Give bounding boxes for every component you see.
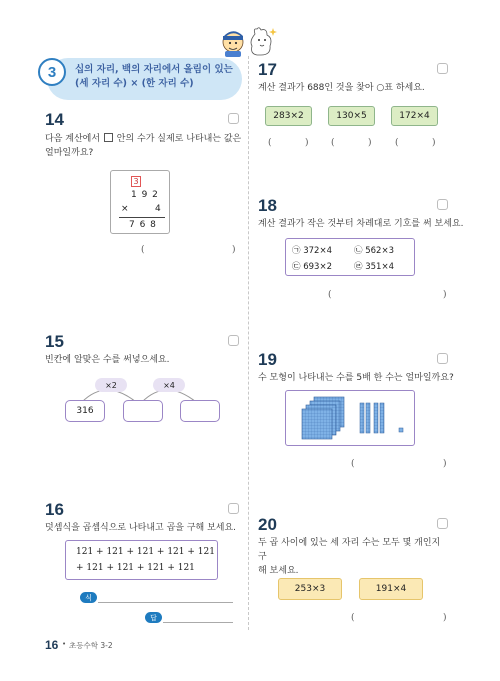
q14-answer-close[interactable]: ) bbox=[232, 245, 236, 255]
q17-checkbox[interactable] bbox=[437, 63, 448, 74]
q17-paren-open-3: ( bbox=[395, 138, 399, 148]
section-number: 3 bbox=[38, 58, 66, 86]
q15-blank-1[interactable] bbox=[123, 400, 163, 422]
section-title-line1: 십의 자리, 백의 자리에서 올림이 있는 bbox=[75, 64, 233, 75]
q14-text-part3: 얼마일까요? bbox=[45, 148, 94, 158]
empty-box-symbol bbox=[104, 133, 113, 142]
q18-item-c-symbol: ㉢ bbox=[292, 262, 301, 272]
q16-line1: 121 + 121 + 121 + 121 + 121 bbox=[76, 547, 215, 557]
book-title: 초등수학 3-2 bbox=[69, 641, 113, 650]
q15-question: 빈칸에 알맞은 수를 써넣으세요. bbox=[45, 355, 170, 365]
q18-item-b bbox=[354, 244, 394, 256]
q18-question: 계산 결과가 작은 것부터 차례대로 기호를 써 보세요. bbox=[258, 219, 464, 229]
q17-paren-close-2[interactable]: ) bbox=[368, 138, 372, 148]
mascot-illustration bbox=[215, 24, 279, 58]
q17-paren-open-2: ( bbox=[331, 138, 335, 148]
q18-item-b-symbol: ㉡ bbox=[354, 246, 363, 256]
q16-answer-line[interactable] bbox=[163, 622, 233, 623]
q15-number: 15 bbox=[45, 332, 64, 351]
q16-expression-line[interactable] bbox=[98, 602, 233, 603]
q17-choice-3[interactable]: 172×4 bbox=[391, 106, 438, 126]
q18-item-d-symbol: ㉣ bbox=[354, 262, 363, 272]
q16-question: 덧셈식을 곱셈식으로 나타내고 곱을 구해 보세요. bbox=[45, 523, 237, 533]
q17-paren-close-1[interactable]: ) bbox=[305, 138, 309, 148]
q20-text-line1: 두 곱 사이에 있는 세 자리 수는 모두 몇 개인지 구 bbox=[258, 538, 441, 562]
q18-number: 18 bbox=[258, 196, 277, 215]
q14-question bbox=[45, 132, 245, 160]
section-title bbox=[75, 63, 240, 91]
q18-item-a-symbol: ㉠ bbox=[292, 246, 301, 256]
q18-items-box bbox=[285, 238, 415, 276]
q20-answer-close[interactable]: ) bbox=[443, 613, 447, 623]
q16-addition-box bbox=[65, 540, 218, 580]
q14-text-part2: 안의 수가 실제로 나타내는 값은 bbox=[116, 134, 242, 144]
q16-number: 16 bbox=[45, 500, 64, 519]
q17-number: 17 bbox=[258, 60, 277, 79]
q15-blank-2[interactable] bbox=[180, 400, 220, 422]
q18-item-a bbox=[292, 244, 332, 256]
q15-operator-x2: ×2 bbox=[95, 378, 127, 392]
q17-paren-close-3[interactable]: ) bbox=[432, 138, 436, 148]
q16-answer-label: 답 bbox=[145, 612, 162, 623]
q17-question: 계산 결과가 688인 것을 찾아 ○표 하세요. bbox=[258, 83, 425, 93]
q15-start-value: 316 bbox=[65, 400, 105, 422]
q19-checkbox[interactable] bbox=[437, 353, 448, 364]
page-number: 16 bbox=[45, 638, 59, 652]
q14-row2: 4 bbox=[155, 204, 161, 214]
q15-operator-x4: ×4 bbox=[153, 378, 185, 392]
q18-item-c-expr: 693×2 bbox=[303, 262, 332, 272]
q18-item-c bbox=[292, 260, 332, 272]
q18-item-d-expr: 351×4 bbox=[365, 262, 394, 272]
q14-number: 14 bbox=[45, 110, 64, 129]
column-divider bbox=[248, 56, 249, 630]
q15-checkbox[interactable] bbox=[228, 335, 239, 346]
base-ten-blocks-image bbox=[290, 395, 412, 443]
q19-answer-close[interactable]: ) bbox=[443, 459, 447, 469]
footer-bullet: • bbox=[62, 640, 67, 648]
q20-answer-open: ( bbox=[351, 613, 355, 623]
q18-answer-close[interactable]: ) bbox=[443, 290, 447, 300]
q20-product-1: 253×3 bbox=[278, 578, 342, 600]
q17-choice-1[interactable]: 283×2 bbox=[265, 106, 312, 126]
q14-text-part1: 다음 계산에서 bbox=[45, 134, 101, 144]
q17-choice-2[interactable]: 130×5 bbox=[328, 106, 375, 126]
q18-answer-open: ( bbox=[328, 290, 332, 300]
q14-sum-line bbox=[119, 217, 165, 218]
q20-number: 20 bbox=[258, 515, 277, 534]
q18-item-d bbox=[354, 260, 394, 272]
q14-multiply-sign: × bbox=[121, 204, 129, 214]
q16-checkbox[interactable] bbox=[228, 503, 239, 514]
q18-checkbox[interactable] bbox=[437, 199, 448, 210]
q20-text-line2: 해 보세요. bbox=[258, 566, 299, 576]
q19-question: 수 모형이 나타내는 수를 5배 한 수는 얼마일까요? bbox=[258, 373, 454, 383]
q20-product-2: 191×4 bbox=[359, 578, 423, 600]
q17-paren-open-1: ( bbox=[268, 138, 272, 148]
q14-answer-open: ( bbox=[141, 245, 145, 255]
q16-expression-label: 식 bbox=[80, 592, 97, 603]
q19-blocks-box bbox=[285, 390, 415, 446]
q14-row1: 1 9 2 bbox=[131, 190, 159, 200]
q19-number: 19 bbox=[258, 350, 277, 369]
q14-checkbox[interactable] bbox=[228, 113, 239, 124]
q14-calculation-box bbox=[110, 170, 170, 234]
section-title-line2: (세 자리 수) × (한 자리 수) bbox=[75, 78, 194, 89]
q16-line2: + 121 + 121 + 121 + 121 bbox=[76, 563, 195, 573]
q18-item-b-expr: 562×3 bbox=[365, 246, 394, 256]
q14-row3: 7 6 8 bbox=[129, 220, 157, 230]
q14-boxed-digit: 3 bbox=[131, 176, 141, 187]
q19-answer-open: ( bbox=[351, 459, 355, 469]
q20-question bbox=[258, 536, 448, 578]
q20-checkbox[interactable] bbox=[437, 518, 448, 529]
q18-item-a-expr: 372×4 bbox=[303, 246, 332, 256]
